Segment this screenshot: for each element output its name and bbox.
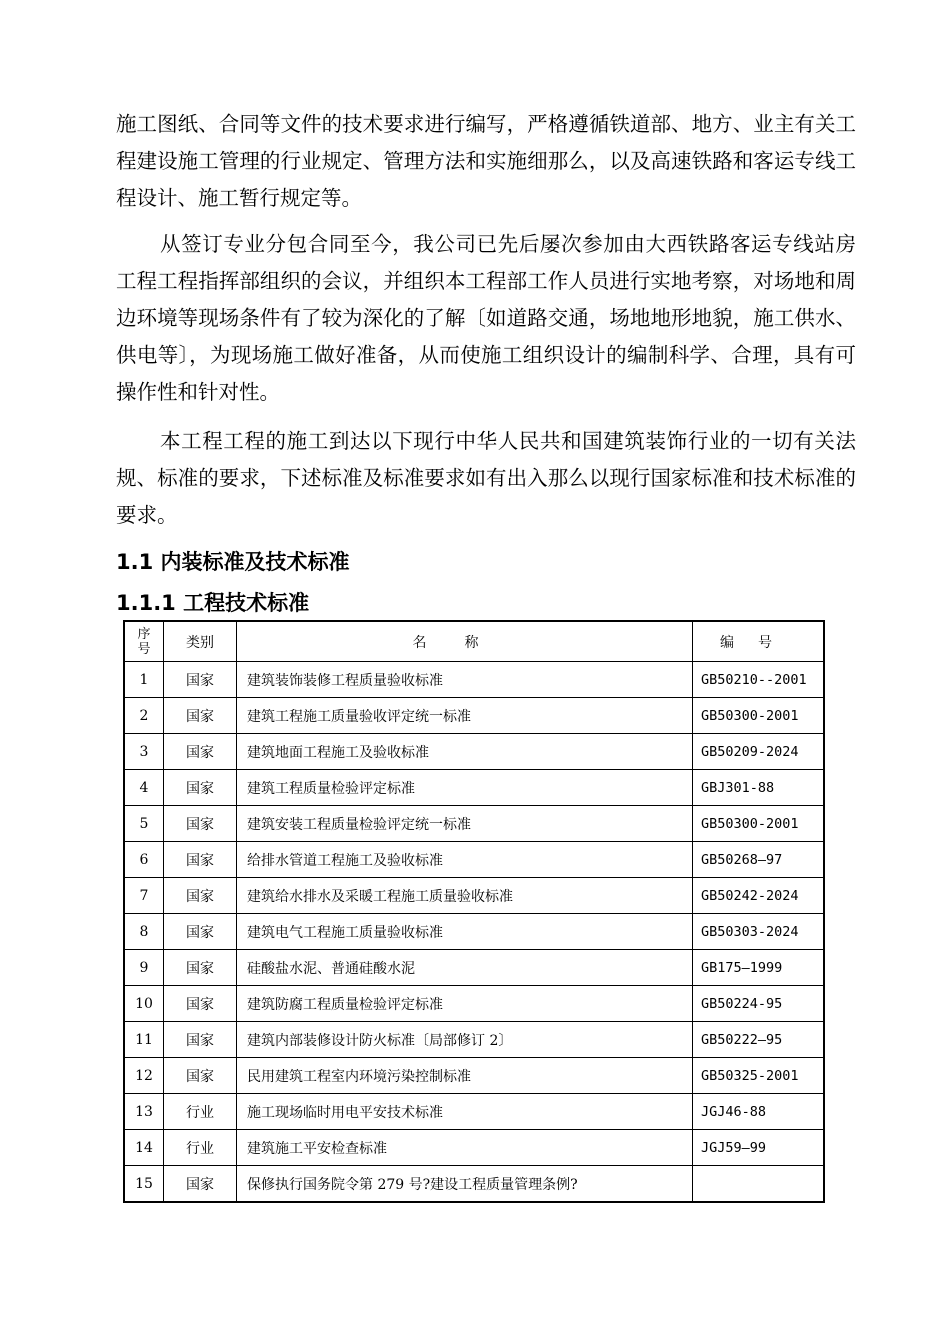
row-standard-name: 建筑防腐工程质量检验评定标准 xyxy=(237,986,693,1022)
row-category: 国家 xyxy=(164,878,237,914)
row-number: 4 xyxy=(124,770,164,806)
table-row xyxy=(124,914,824,950)
section-heading: 1.1 内装标准及技术标准 xyxy=(116,550,350,574)
row-number: 7 xyxy=(124,878,164,914)
row-number: 11 xyxy=(124,1022,164,1058)
row-standard-name: 建筑装饰装修工程质量验收标准 xyxy=(237,662,693,698)
row-standard-name: 给排水管道工程施工及验收标准 xyxy=(237,842,693,878)
row-number: 6 xyxy=(124,842,164,878)
row-standard-code: GBJ301-88 xyxy=(693,770,825,806)
row-category: 国家 xyxy=(164,1058,237,1094)
row-standard-code xyxy=(693,1166,825,1203)
subsection-heading: 1.1.1 工程技术标准 xyxy=(116,591,310,615)
row-standard-name: 建筑内部装修设计防火标准〔局部修订 2〕 xyxy=(237,1022,693,1058)
row-number: 12 xyxy=(124,1058,164,1094)
table-row xyxy=(124,770,824,806)
row-standard-code: GB50268—97 xyxy=(693,842,825,878)
row-standard-code: GB50303-2024 xyxy=(693,914,825,950)
row-number: 1 xyxy=(124,662,164,698)
row-standard-name: 建筑给水排水及采暖工程施工质量验收标准 xyxy=(237,878,693,914)
table-header-row xyxy=(124,621,824,662)
row-category: 行业 xyxy=(164,1094,237,1130)
row-category: 国家 xyxy=(164,662,237,698)
row-standard-name: 建筑工程质量检验评定标准 xyxy=(237,770,693,806)
row-category: 国家 xyxy=(164,1022,237,1058)
table-row xyxy=(124,950,824,986)
table-row xyxy=(124,1058,824,1094)
row-category: 国家 xyxy=(164,950,237,986)
table-row xyxy=(124,734,824,770)
paragraph-3: 本工程工程的施工到达以下现行中华人民共和国建筑装饰行业的一切有关法规、标准的要求，下述标准及标准要求如有出入那么以现行国家标准和技术标准的要求。 xyxy=(116,429,856,527)
row-standard-code: GB50300-2001 xyxy=(693,698,825,734)
row-standard-name: 硅酸盐水泥、普通硅酸水泥 xyxy=(237,950,693,986)
row-number: 9 xyxy=(124,950,164,986)
header-no: 序号 xyxy=(124,621,164,662)
paragraph-1: 施工图纸、合同等文件的技术要求进行编写，严格遵循铁道部、地方、业主有关工程建设施工管理的行业规定、管理方法和实施细那么，以及高速铁路和客运专线工程设计、施工暂行规定等。 xyxy=(116,112,856,210)
table-row xyxy=(124,1130,824,1166)
table-row xyxy=(124,806,824,842)
row-standard-code: GB50222—95 xyxy=(693,1022,825,1058)
paragraph-2: 从签订专业分包合同至今，我公司已先后屡次参加由大西铁路客运专线站房工程工程指挥部组织的会议，并组织本工程部工作人员进行实地考察，对场地和周边环境等现场条件有了较为深化的了解〔如道路交通，场地地形地貌，施工供水、供电等〕，为现场施工做好准备，从而使施工组织设计的编制科学、合理，具有可操作性和针对性。 xyxy=(116,232,856,404)
row-number: 13 xyxy=(124,1094,164,1130)
table-row xyxy=(124,662,824,698)
row-category: 国家 xyxy=(164,806,237,842)
row-number: 8 xyxy=(124,914,164,950)
row-standard-name: 建筑地面工程施工及验收标准 xyxy=(237,734,693,770)
row-category: 行业 xyxy=(164,1130,237,1166)
row-standard-name: 建筑施工平安检查标准 xyxy=(237,1130,693,1166)
row-category: 国家 xyxy=(164,1166,237,1203)
row-category: 国家 xyxy=(164,914,237,950)
row-number: 14 xyxy=(124,1130,164,1166)
row-standard-name: 建筑工程施工质量验收评定统一标准 xyxy=(237,698,693,734)
row-standard-code: GB50242-2024 xyxy=(693,878,825,914)
header-category: 类别 xyxy=(164,621,237,662)
row-category: 国家 xyxy=(164,698,237,734)
row-standard-code: GB50209-2024 xyxy=(693,734,825,770)
table-row xyxy=(124,1022,824,1058)
row-standard-code: GB50300-2001 xyxy=(693,806,825,842)
row-category: 国家 xyxy=(164,986,237,1022)
row-standard-code: JGJ46-88 xyxy=(693,1094,825,1130)
row-standard-name: 民用建筑工程室内环境污染控制标准 xyxy=(237,1058,693,1094)
table-row xyxy=(124,878,824,914)
row-number: 10 xyxy=(124,986,164,1022)
table-row xyxy=(124,698,824,734)
table-row xyxy=(124,1094,824,1130)
standards-table xyxy=(123,620,825,1203)
row-number: 2 xyxy=(124,698,164,734)
row-number: 3 xyxy=(124,734,164,770)
row-category: 国家 xyxy=(164,734,237,770)
row-number: 15 xyxy=(124,1166,164,1203)
row-standard-name: 施工现场临时用电平安技术标准 xyxy=(237,1094,693,1130)
row-standard-code: GB50210--2001 xyxy=(693,662,825,698)
row-category: 国家 xyxy=(164,770,237,806)
header-code: 编号 xyxy=(693,621,825,662)
row-standard-name: 保修执行国务院令第 279 号?建设工程质量管理条例? xyxy=(237,1166,693,1203)
row-standard-name: 建筑电气工程施工质量验收标准 xyxy=(237,914,693,950)
table-row xyxy=(124,1166,824,1203)
table-row xyxy=(124,842,824,878)
row-standard-name: 建筑安装工程质量检验评定统一标准 xyxy=(237,806,693,842)
row-standard-code: JGJ59—99 xyxy=(693,1130,825,1166)
table-row xyxy=(124,986,824,1022)
header-name: 名称 xyxy=(237,621,693,662)
row-number: 5 xyxy=(124,806,164,842)
row-category: 国家 xyxy=(164,842,237,878)
row-standard-code: GB175—1999 xyxy=(693,950,825,986)
row-standard-code: GB50224-95 xyxy=(693,986,825,1022)
row-standard-code: GB50325-2001 xyxy=(693,1058,825,1094)
